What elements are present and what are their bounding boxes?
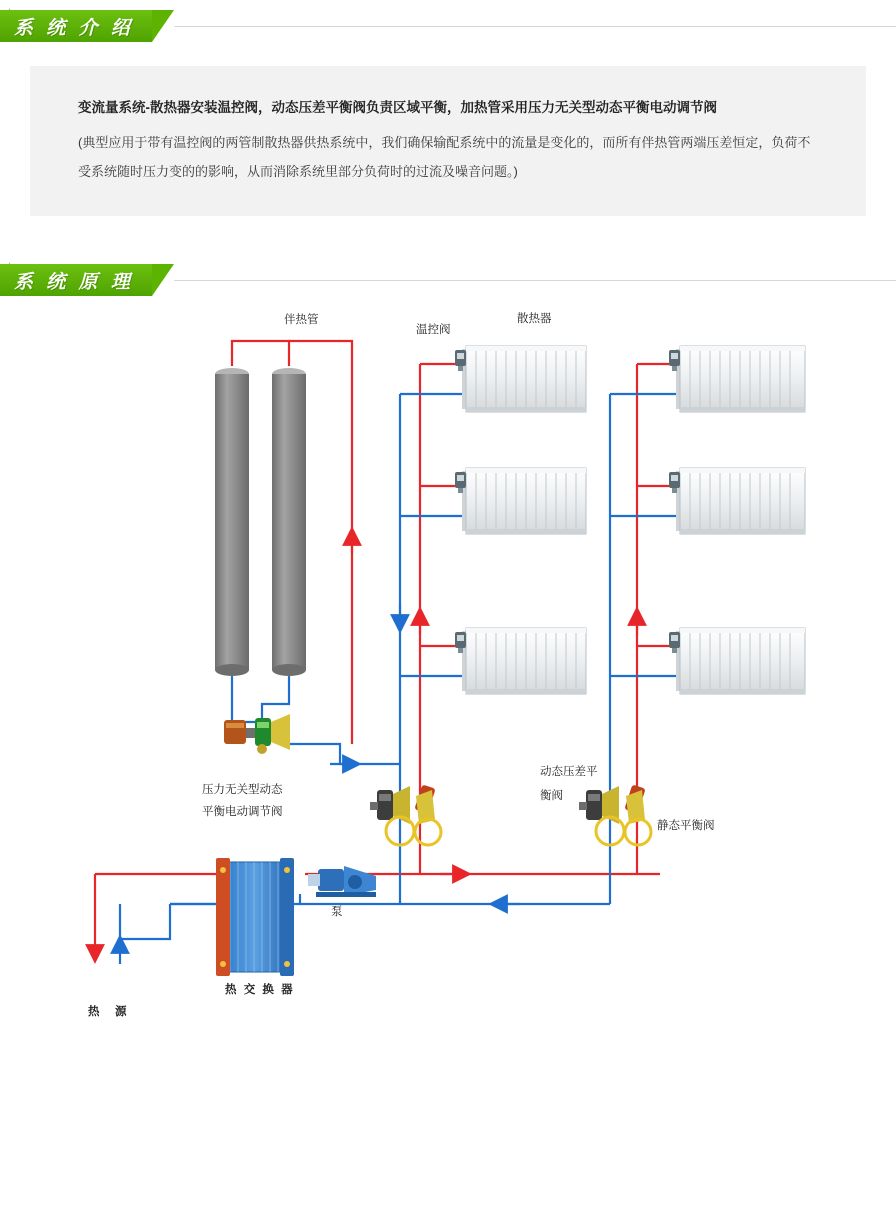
heat-exchanger xyxy=(216,858,294,976)
return-arrows-blue xyxy=(120,604,520,964)
intro-box xyxy=(30,66,866,216)
pump xyxy=(308,866,376,897)
radiator xyxy=(462,346,586,412)
banner-arrow-icon xyxy=(152,10,174,42)
section-banner-principle xyxy=(0,262,896,298)
banner-title-intro: 系 统 介 绍 xyxy=(14,17,134,39)
diagram-svg xyxy=(0,304,896,1094)
radiators xyxy=(462,346,805,694)
radiator xyxy=(462,628,586,694)
section-banner-intro xyxy=(0,8,896,44)
label-dynamic-dp-1: 动态压差平 xyxy=(540,766,598,778)
system-principle-diagram xyxy=(0,304,896,1094)
static-balancing-valve-right xyxy=(579,784,651,845)
radiator xyxy=(676,346,805,412)
pressure-independent-control-valve xyxy=(224,714,290,754)
trace-pipe-tanks xyxy=(215,368,306,676)
label-pressure-independent-1: 压力无关型动态 xyxy=(202,784,283,796)
label-pump: 泵 xyxy=(331,906,343,918)
radiator xyxy=(462,468,586,534)
label-static-balance-valve: 静态平衡阀 xyxy=(657,820,715,832)
label-thermostatic-valve: 温控阀 xyxy=(416,324,451,336)
radiator xyxy=(676,628,805,694)
label-heat-exchanger: 热 交 换 器 xyxy=(225,984,295,996)
radiator xyxy=(676,468,805,534)
supply-arrows-red xyxy=(352,536,637,874)
banner-rule xyxy=(174,26,896,27)
banner-tag xyxy=(0,10,152,42)
intro-section xyxy=(0,44,896,216)
label-trace-pipe: 伴热管 xyxy=(284,314,319,326)
banner-tag-2 xyxy=(0,264,152,296)
banner-rule-2 xyxy=(174,280,896,281)
intro-heading: 变流量系统-散热器安装温控阀，动态压差平衡阀负责区域平衡，加热管采用压力无关型动态平衡电动调节阀 xyxy=(78,100,717,115)
label-dynamic-dp-2: 衡阀 xyxy=(540,790,563,802)
dynamic-dp-balancing-valve-left xyxy=(370,784,441,845)
banner-title-principle: 系 统 原 理 xyxy=(14,271,134,293)
return-pipes-blue xyxy=(120,394,676,939)
banner-arrow-icon-2 xyxy=(152,264,174,296)
label-radiator: 散热器 xyxy=(517,313,552,325)
label-pressure-independent-2: 平衡电动调节阀 xyxy=(202,806,283,818)
label-heat-source: 热 源 xyxy=(88,1006,129,1018)
intro-body: (典型应用于带有温控阀的两管制散热器供热系统中，我们确保输配系统中的流量是变化的，而所有伴热管两端压差恒定，负荷不受系统随时压力变的的影响，从而消除系统里部分负荷时的过流及噪音问题。) xyxy=(78,135,811,179)
